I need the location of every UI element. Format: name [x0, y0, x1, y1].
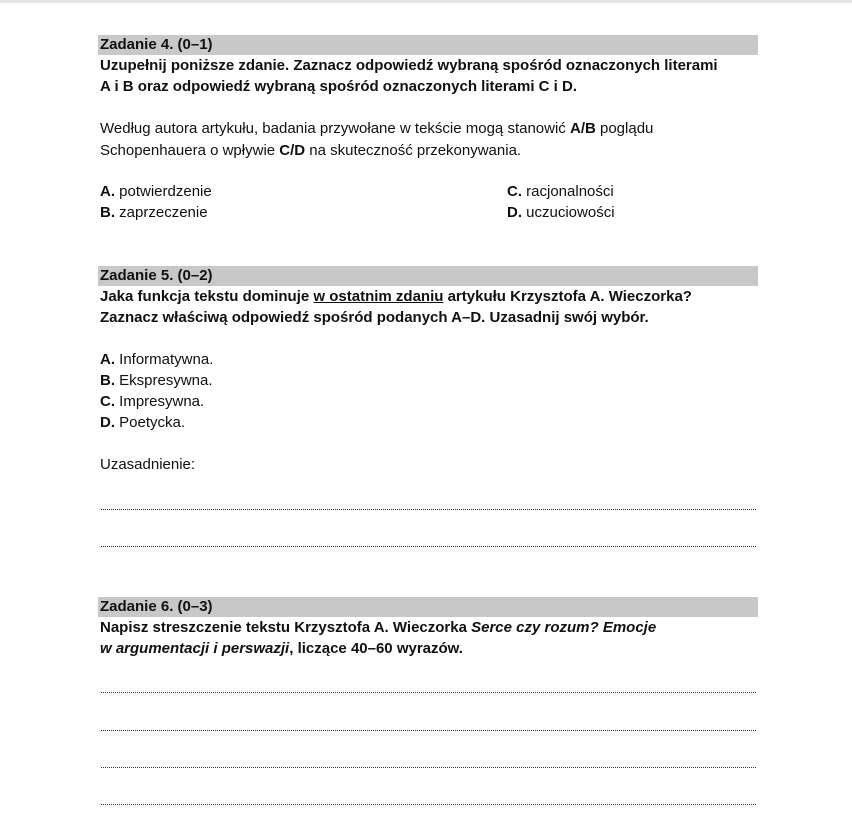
task-5-option-a[interactable]: A. Informatywna. — [100, 351, 214, 368]
task-5-option-b[interactable]: B. Ekspresywna. — [100, 372, 213, 389]
choice-c-d: C/D — [279, 142, 306, 159]
task-5-instruction-line-2: Zaznacz właściwą odpowiedź spośród podanych A–D. Uzasadnij swój wybór. — [100, 309, 649, 326]
page-top-edge — [0, 0, 852, 3]
task-4-option-d[interactable]: D. uczuciowości — [507, 204, 615, 221]
task-5-header: Zadanie 5. (0–2) — [98, 266, 758, 286]
answer-line[interactable] — [101, 804, 756, 805]
answer-line[interactable] — [101, 509, 756, 510]
task-4-sentence-line-2: Schopenhauera o wpływie C/D na skuteczność przekonywania. — [100, 142, 522, 159]
answer-line[interactable] — [101, 730, 756, 731]
answer-line[interactable] — [101, 767, 756, 768]
answer-line[interactable] — [101, 546, 756, 547]
task-6-header: Zadanie 6. (0–3) — [98, 597, 758, 617]
task-4-instruction-line-1: Uzupełnij poniższe zdanie. Zaznacz odpowiedź wybraną spośród oznaczonych literami — [100, 57, 718, 74]
task-4-header: Zadanie 4. (0–1) — [98, 35, 758, 55]
task-5-justification-label: Uzasadnienie: — [100, 456, 196, 473]
task-6-instruction-line-1: Napisz streszczenie tekstu Krzysztofa A. Wieczorka Serce czy rozum? Emocje — [100, 619, 657, 636]
task-4-option-a[interactable]: A. potwierdzenie — [100, 183, 212, 200]
task-4-sentence-line-1: Według autora artykułu, badania przywołane w tekście mogą stanowić A/B poglądu — [100, 120, 654, 137]
task-5-instruction-line-1: Jaka funkcja tekstu dominuje w ostatnim zdaniu artykułu Krzysztofa A. Wieczorka? — [100, 288, 692, 305]
task-5-option-c[interactable]: C. Impresywna. — [100, 393, 205, 410]
task-4-option-c[interactable]: C. racjonalności — [507, 183, 614, 200]
task-6-instruction-line-2: w argumentacji i perswazji, liczące 40–60 wyrazów. — [100, 640, 463, 657]
task-4-instruction-line-2: A i B oraz odpowiedź wybraną spośród oznaczonych literami C i D. — [100, 78, 578, 95]
choice-a-b: A/B — [569, 120, 596, 137]
task-5-option-d[interactable]: D. Poetycka. — [100, 414, 186, 431]
task-4-option-b[interactable]: B. zaprzeczenie — [100, 204, 208, 221]
answer-line[interactable] — [101, 692, 756, 693]
